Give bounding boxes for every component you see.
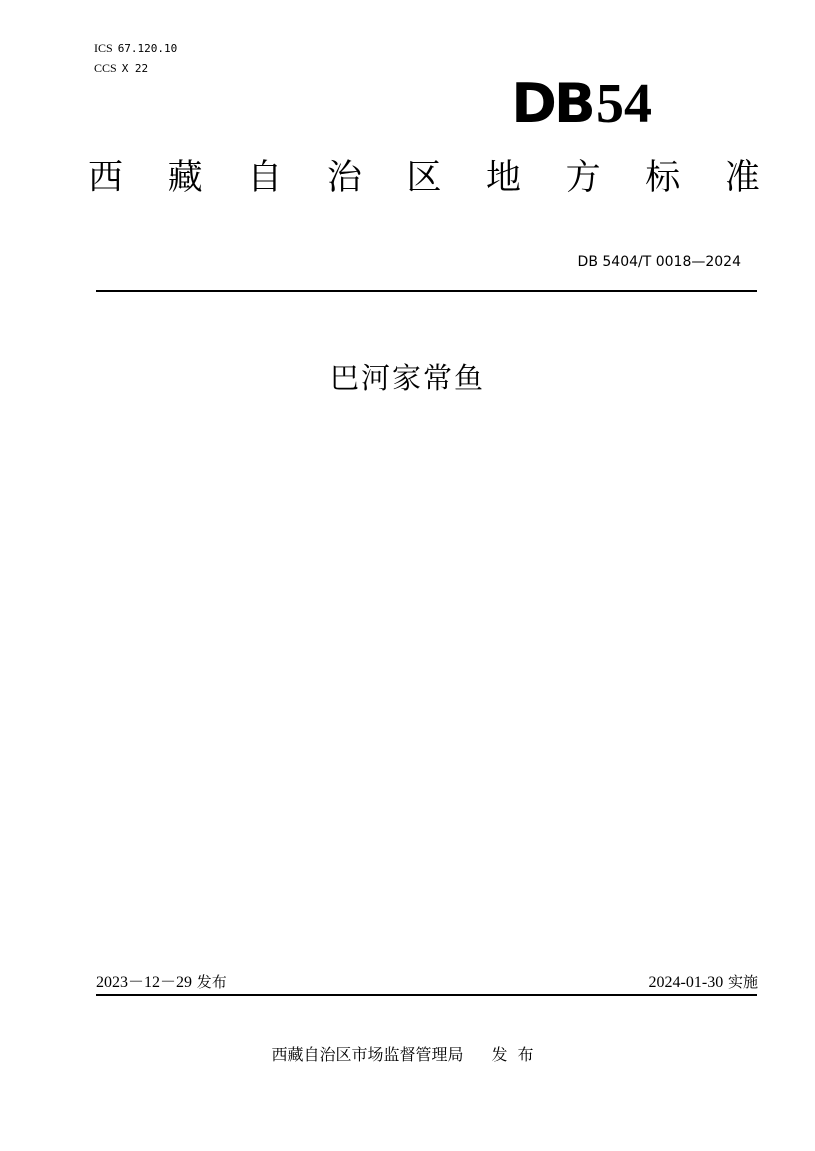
publish-date-line (96, 972, 227, 993)
standard-logo (511, 72, 702, 135)
logo-letters: DB (511, 72, 593, 135)
ccs-code: X 22 (121, 62, 149, 75)
doc-type-char: 西 (88, 158, 124, 198)
issuer-verb: 发布 (491, 1045, 544, 1064)
page-title: 巴河家常鱼 (329, 361, 485, 395)
issuer-name: 西藏自治区市场监督管理局 (271, 1045, 464, 1064)
implement-label: 实施 (727, 973, 758, 991)
publish-date: 2023－12－29 (96, 974, 193, 991)
ics-label: ICS (94, 41, 113, 55)
doc-type-char: 准 (724, 158, 760, 198)
doc-type-char: 治 (326, 158, 362, 198)
ccs-line (94, 61, 148, 76)
issuer-line (0, 1044, 815, 1066)
implement-date-line (649, 972, 758, 993)
publish-label: 发布 (196, 973, 227, 991)
doc-type-char: 区 (406, 158, 442, 198)
document-type-heading (88, 155, 760, 201)
logo-region-code: 54 (595, 73, 652, 135)
doc-type-char: 自 (247, 158, 283, 198)
doc-type-char: 标 (645, 158, 681, 198)
implement-date: 2024-01-30 (648, 974, 724, 991)
ics-line (94, 41, 177, 56)
header-divider (96, 290, 757, 292)
doc-type-char: 地 (486, 158, 522, 198)
ics-code: 67.120.10 (117, 42, 178, 55)
footer-divider (96, 994, 757, 996)
ccs-label: CCS (94, 61, 117, 75)
doc-type-char: 方 (565, 158, 601, 198)
document-number: DB 5404/T 0018—2024 (577, 254, 741, 270)
doc-type-char: 藏 (167, 158, 203, 198)
